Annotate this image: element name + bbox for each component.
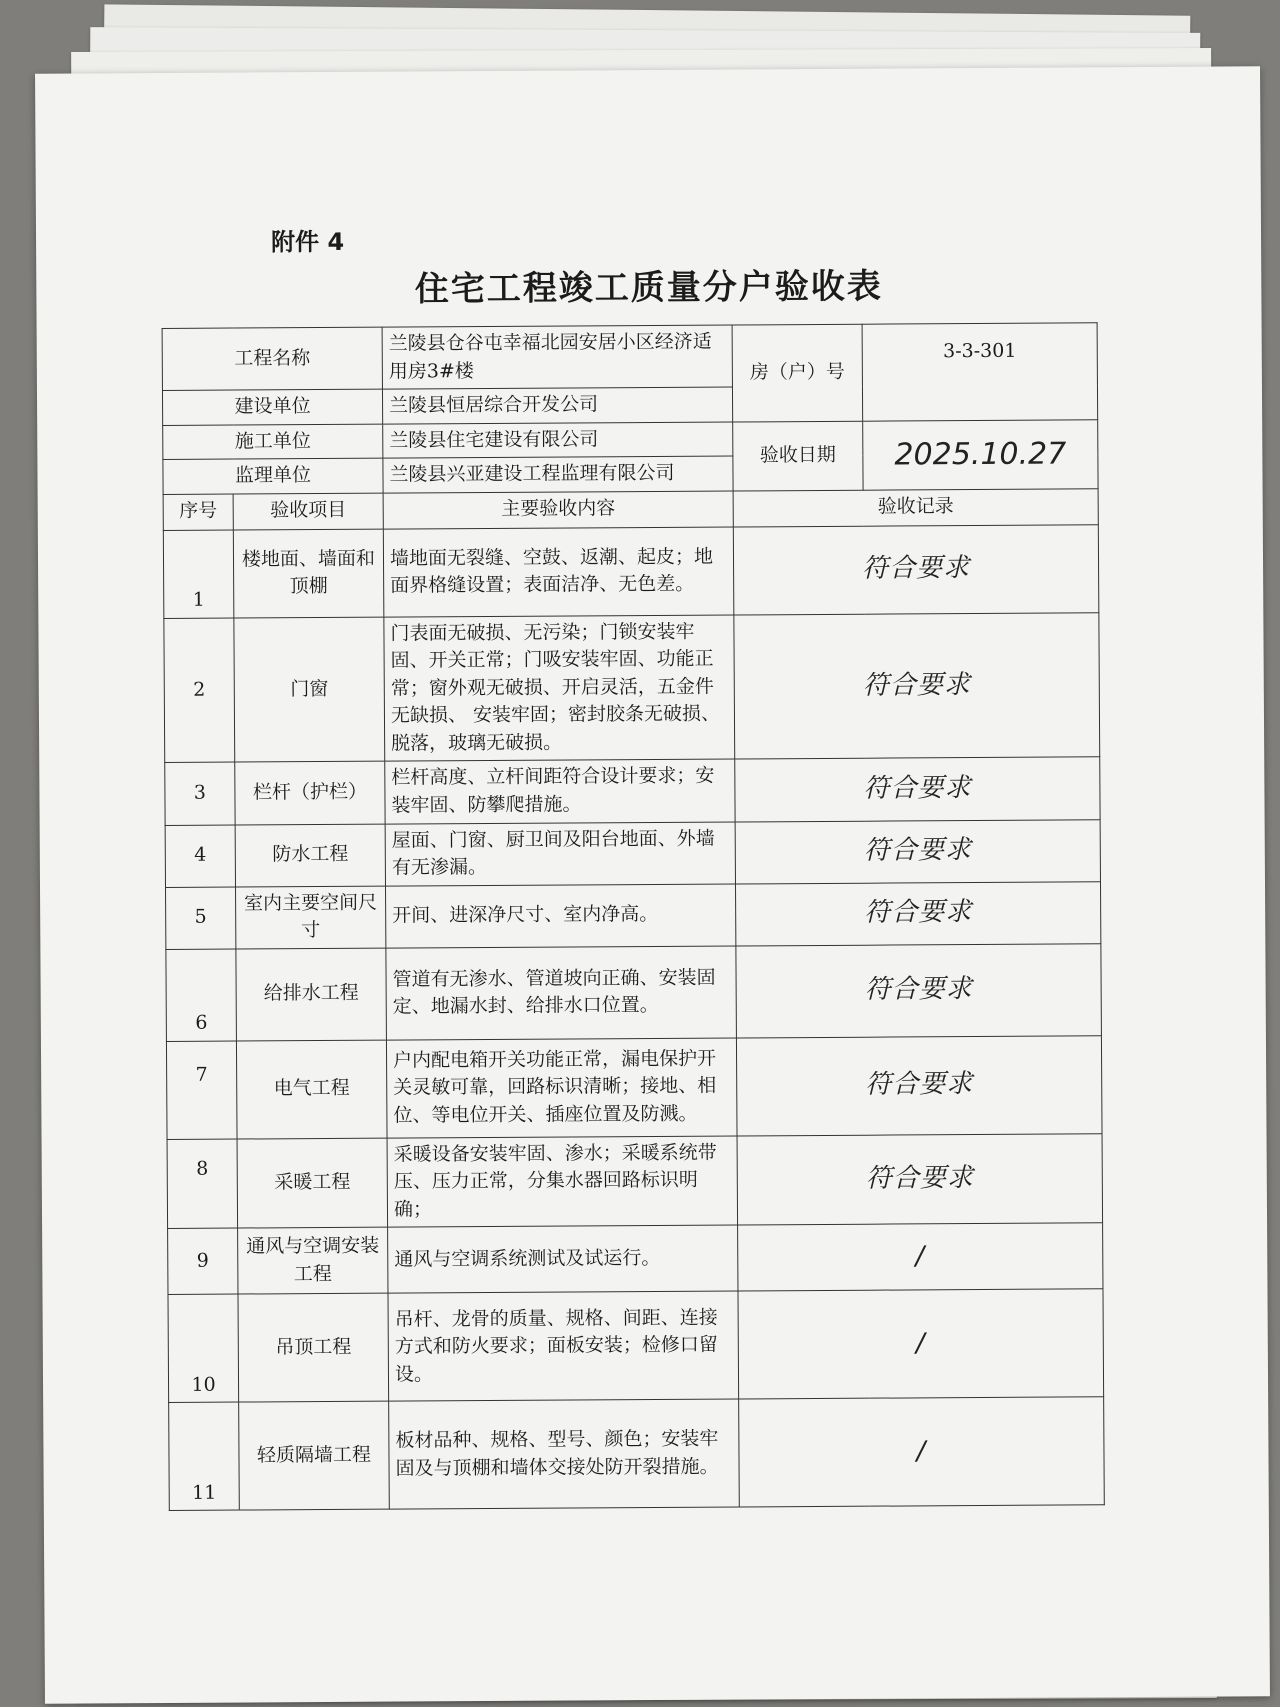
row-index: 2 [164, 618, 235, 763]
row-content: 采暖设备安装牢固、渗水；采暖系统带压、压力正常，分集水器回路标识明确； [387, 1136, 738, 1228]
table-row [167, 1134, 1103, 1229]
date-label: 验收日期 [733, 421, 863, 491]
row-record: 符合要求 [736, 1036, 1102, 1136]
row-index: 6 [166, 949, 237, 1041]
project-name-label: 工程名称 [162, 327, 382, 390]
table-row [164, 613, 1100, 763]
row-index: 4 [165, 825, 235, 888]
table-row [168, 1289, 1104, 1403]
row-content: 墙地面无裂缝、空鼓、返潮、起皮；地面界格缝设置；表面洁净、无色差。 [383, 527, 734, 617]
row-item: 通风与空调安装工程 [238, 1228, 388, 1295]
table-row [165, 819, 1100, 887]
table-row [166, 944, 1102, 1042]
row-item: 楼地面、墙面和顶棚 [233, 529, 384, 618]
date-value: 2025.10.27 [863, 419, 1098, 490]
row-item: 室内主要空间尺寸 [236, 886, 386, 949]
table-row [169, 1397, 1105, 1511]
row-index: 8 [167, 1139, 238, 1229]
document-title: 住宅工程竣工质量分户验收表 [414, 266, 883, 310]
row-content: 吊杆、龙骨的质量、规格、间距、连接方式和防火要求；面板安装；检修口留设。 [388, 1291, 739, 1401]
attachment-label: 附件 4 [270, 227, 345, 257]
room-value: 3-3-301 [862, 323, 1098, 421]
row-record: 符合要求 [737, 1134, 1103, 1226]
row-item: 轻质隔墙工程 [239, 1402, 390, 1511]
row-index: 10 [168, 1294, 239, 1402]
table-row [168, 1223, 1103, 1295]
row-record: 符合要求 [736, 944, 1102, 1038]
table-row [163, 525, 1099, 619]
table-row [165, 757, 1100, 825]
row-content: 屋面、门窗、厨卫间及阳台地面、外墙有无渗漏。 [385, 822, 735, 886]
row-item: 电气工程 [236, 1040, 387, 1139]
row-item: 采暖工程 [237, 1138, 388, 1229]
row-index: 1 [163, 530, 234, 618]
supervisor-label: 监理单位 [163, 458, 383, 494]
builder-label: 建设单位 [162, 389, 382, 425]
row-record: 符合要求 [735, 819, 1100, 883]
row-record: 符合要求 [735, 757, 1100, 821]
row-item: 吊顶工程 [238, 1294, 389, 1403]
supervisor-value: 兰陵县兴亚建设工程监理有限公司 [383, 456, 733, 493]
column-header-item: 验收项目 [233, 493, 383, 530]
row-item: 防水工程 [235, 824, 385, 887]
row-content: 通风与空调系统测试及试运行。 [388, 1225, 738, 1293]
constructor-label: 施工单位 [163, 424, 383, 460]
row-record: 符合要求 [736, 881, 1101, 945]
table-row [166, 881, 1101, 949]
column-header-record: 验收记录 [733, 489, 1098, 527]
row-record: / [738, 1289, 1104, 1399]
project-name-value: 兰陵县仓谷屯幸福北园安居小区经济适用房3#楼 [382, 325, 732, 389]
column-header-index: 序号 [163, 494, 233, 530]
row-index: 5 [166, 887, 236, 950]
row-index: 9 [168, 1228, 238, 1294]
row-item: 栏杆（护栏） [235, 762, 385, 825]
room-label: 房（户）号 [732, 324, 863, 421]
row-record: 符合要求 [733, 525, 1099, 615]
row-content: 管道有无渗水、管道坡向正确、安装固定、地漏水封、给排水口位置。 [386, 946, 737, 1040]
table-row [166, 1036, 1102, 1140]
row-content: 开间、进深净尺寸、室内净高。 [386, 884, 736, 948]
row-record: 符合要求 [734, 613, 1100, 760]
row-content: 栏杆高度、立杆间距符合设计要求；安装牢固、防攀爬措施。 [385, 759, 735, 823]
column-header-content: 主要验收内容 [383, 491, 733, 529]
row-index: 3 [165, 763, 235, 826]
row-content: 户内配电箱开关功能正常，漏电保护开关灵敏可靠，回路标识清晰；接地、相位、等电位开关、插座位置及防溅。 [386, 1038, 737, 1138]
row-record: / [739, 1397, 1105, 1507]
document-page [35, 66, 1270, 1703]
inspection-table [162, 322, 1105, 1511]
row-content: 门表面无破损、无污染；门锁安装牢固、开关正常；门吸安装牢固、功能正常；窗外观无破损、开启灵活，五金件无缺损、 安装牢固；密封胶条无破损、脱落，玻璃无破损。 [384, 615, 735, 762]
row-content: 板材品种、规格、型号、颜色；安装牢固及与顶棚和墙体交接处防开裂措施。 [389, 1399, 740, 1509]
builder-value: 兰陵县恒居综合开发公司 [382, 387, 732, 424]
constructor-value: 兰陵县住宅建设有限公司 [383, 422, 733, 459]
row-index: 7 [166, 1041, 237, 1139]
row-record: / [738, 1223, 1103, 1291]
row-index: 11 [169, 1402, 240, 1510]
row-item: 给排水工程 [236, 948, 387, 1041]
row-item: 门窗 [234, 617, 385, 763]
